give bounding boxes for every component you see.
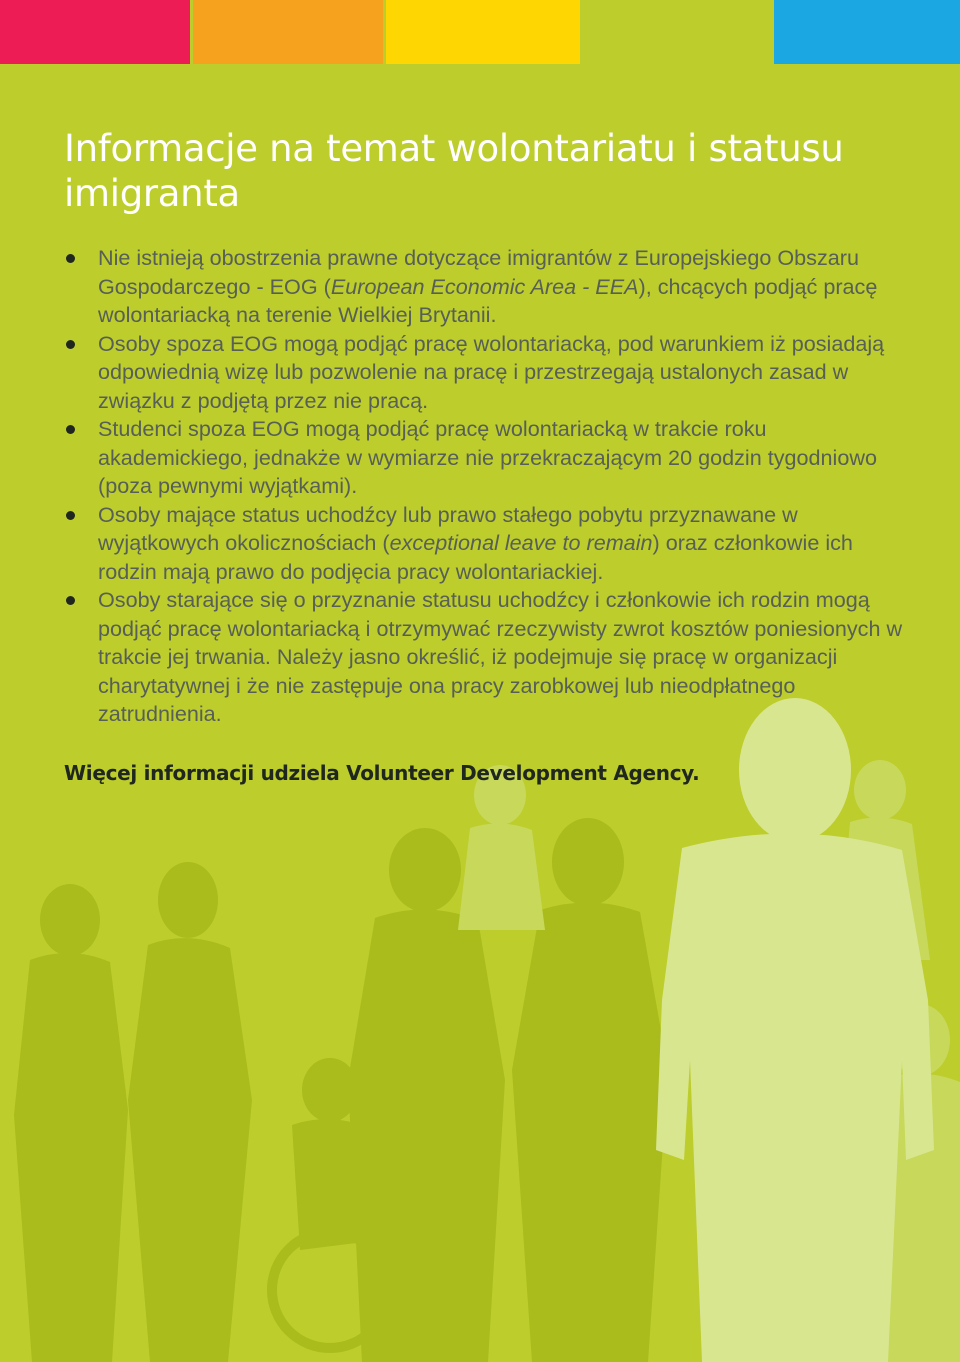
info-bullet-list (64, 244, 904, 729)
list-item: Osoby mające status uchodźcy lub prawo stałego pobytu przyznawane w wyjątkowych okolicznościach (exceptional leave to remain) oraz członkowie ich rodzin mają prawo do podjęcia pracy wolontariackiej. (64, 501, 904, 587)
document-content (64, 126, 904, 785)
list-item: Osoby starające się o przyznanie statusu uchodźcy i członkowie ich rodzin mogą podjąć pracę wolontariacką i otrzymywać rzeczywisty zwrot kosztów poniesionych w trakcie jej trwania. Należy jasno określić, iż podejmuje się pracę w organizacji charytatywnej i że nie zastępuje ona pracy zarobkowej lub nieodpłatnego zatrudnienia. (64, 586, 904, 729)
silhouette-person-far-left (14, 884, 128, 1362)
page-title: Informacje na temat wolontariatu i statusu imigranta (64, 127, 844, 215)
list-item: Nie istnieją obostrzenia prawne dotyczące imigrantów z Europejskiego Obszaru Gospodarczego - EOG (European Economic Area - EEA), chcących podjąć pracę wolontariacką na terenie Wielkiej Brytanii. (64, 244, 904, 330)
list-item: Osoby spoza EOG mogą podjąć pracę wolontariacką, pod warunkiem iż posiadają odpowiednią wizę lub pozwolenie na pracę i przestrzegają ustalonych zasad w związku z podjętą przez nie pracą. (64, 330, 904, 416)
silhouette-person-left (128, 862, 252, 1362)
silhouette-person-back-center (458, 765, 545, 930)
footer-more-info: Więcej informacji udziela Volunteer Development Agency. (64, 760, 700, 785)
list-item: Studenci spoza EOG mogą podjąć pracę wolontariacką w trakcie roku akademickiego, jednakże w wymiarze nie przekraczającym 20 godzin tygodniowo (poza pewnymi wyjątkami). (64, 415, 904, 501)
